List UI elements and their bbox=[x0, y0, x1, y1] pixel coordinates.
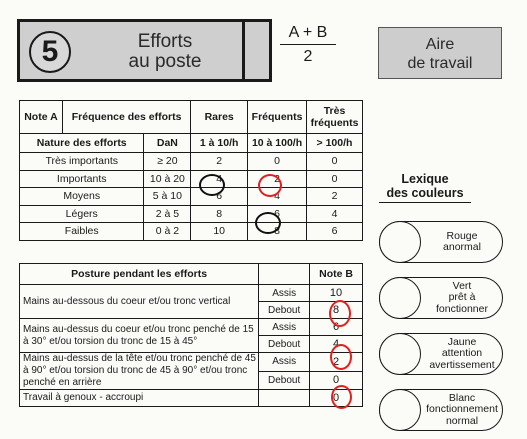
table-row bbox=[20, 188, 363, 206]
color-swatch-circle bbox=[379, 221, 421, 263]
effort-nature-cell: Importants bbox=[20, 170, 144, 188]
effort-value-cell: 0 bbox=[307, 153, 363, 171]
rares-header: Rares bbox=[191, 101, 248, 134]
legend-title-line2: des couleurs bbox=[386, 186, 464, 200]
table-row bbox=[20, 285, 363, 302]
color-swatch-circle bbox=[379, 277, 421, 319]
effort-value-cell: 6 bbox=[191, 188, 248, 206]
rares-rate-header: 1 à 10/h bbox=[191, 134, 248, 153]
score-formula bbox=[280, 24, 336, 66]
frequents-header: Fréquents bbox=[248, 101, 307, 134]
note-b-value: 10 bbox=[310, 285, 363, 302]
effort-nature-cell: Très importants bbox=[20, 153, 144, 171]
posture-description: Mains au-dessus du coeur et/ou tronc penché de 15 à 30° et/ou torsion du tronc de 15 à 45° bbox=[20, 319, 259, 353]
assis-label: Assis bbox=[259, 285, 310, 302]
effort-value-cell: 8 bbox=[191, 205, 248, 223]
assis-label: Assis bbox=[259, 319, 310, 336]
aire-line1: Aire bbox=[425, 36, 455, 53]
legend-item-rouge bbox=[379, 221, 503, 263]
table-row bbox=[20, 153, 363, 171]
effort-dan-cell: 2 à 5 bbox=[144, 205, 191, 223]
effort-dan-cell: ≥ 20 bbox=[144, 153, 191, 171]
table-row bbox=[20, 205, 363, 223]
effort-dan-cell: 0 à 2 bbox=[144, 223, 191, 241]
legend-item-text bbox=[424, 334, 500, 374]
legend-item-vert bbox=[379, 277, 503, 319]
tres-frequents-header: Très fréquents bbox=[307, 101, 363, 134]
effort-frequency-table bbox=[19, 100, 363, 241]
legend-line: avertissement bbox=[429, 358, 495, 371]
effort-value-cell: 8 bbox=[248, 223, 307, 241]
aire-de-travail-box bbox=[378, 27, 502, 79]
effort-value-cell: 4 bbox=[191, 170, 248, 188]
table-row bbox=[20, 353, 363, 372]
effort-value-cell: 4 bbox=[248, 188, 307, 206]
legend-title bbox=[379, 172, 471, 203]
frequence-header: Fréquence des efforts bbox=[62, 101, 190, 134]
formula-numerator: A + B bbox=[280, 24, 336, 45]
dan-header: DaN bbox=[144, 134, 191, 153]
effort-dan-cell: 10 à 20 bbox=[144, 170, 191, 188]
aire-line2: de travail bbox=[407, 55, 473, 72]
legend-line: fonctionnement bbox=[426, 403, 498, 416]
section-title-line2: au poste bbox=[128, 51, 202, 72]
legend-line: Blanc bbox=[448, 391, 476, 404]
posture-description: Mains au-dessus de la tête et/ou tronc penché de 45 à 90° et/ou torsion du tronc de 45 à 90° et/ou tronc penché en arrière bbox=[20, 353, 259, 390]
posture-description: Mains au-dessous du coeur et/ou tronc vertical bbox=[20, 285, 259, 319]
color-swatch-circle bbox=[379, 389, 421, 431]
header-divider bbox=[242, 22, 245, 79]
legend-line: prêt à bbox=[448, 291, 476, 304]
effort-value-cell: 4 bbox=[307, 205, 363, 223]
effort-value-cell: 10 bbox=[191, 223, 248, 241]
legend-line: Rouge bbox=[446, 229, 478, 242]
legend-item-text bbox=[424, 222, 500, 262]
legend-title-line1: Lexique bbox=[401, 172, 449, 186]
legend-item-text bbox=[424, 390, 500, 430]
assis-label: Assis bbox=[259, 353, 310, 372]
effort-value-cell: 0 bbox=[248, 153, 307, 171]
note-b-value: 4 bbox=[310, 336, 363, 353]
note-b-value: 0 bbox=[310, 371, 363, 390]
legend-item-text bbox=[424, 278, 500, 318]
effort-dan-cell: 5 à 10 bbox=[144, 188, 191, 206]
debout-label: Debout bbox=[259, 302, 310, 319]
posture-blank-header bbox=[259, 264, 310, 285]
debout-label: Debout bbox=[259, 336, 310, 353]
table-row bbox=[20, 223, 363, 241]
legend-item-jaune bbox=[379, 333, 503, 375]
table-row bbox=[20, 170, 363, 188]
effort-value-cell: 2 bbox=[191, 153, 248, 171]
effort-value-cell: 2 bbox=[307, 188, 363, 206]
note-b-value: 6 bbox=[310, 319, 363, 336]
effort-value-cell: 0 bbox=[307, 170, 363, 188]
effort-nature-cell: Moyens bbox=[20, 188, 144, 206]
posture-header: Posture pendant les efforts bbox=[20, 264, 259, 285]
legend-line: anormal bbox=[443, 241, 481, 253]
posture-table bbox=[19, 263, 363, 407]
posture-blank-cell bbox=[259, 390, 310, 407]
table-row bbox=[20, 390, 363, 407]
effort-nature-cell: Légers bbox=[20, 205, 144, 223]
legend-line: normal bbox=[445, 414, 479, 427]
note-b-header: Note B bbox=[310, 264, 363, 285]
nature-header: Nature des efforts bbox=[20, 134, 144, 153]
note-b-value: 8 bbox=[310, 302, 363, 319]
tres-frequents-rate-header: > 100/h bbox=[307, 134, 363, 153]
legend-line: attention bbox=[441, 347, 483, 360]
section-title-line1: Efforts bbox=[137, 31, 193, 52]
effort-nature-cell: Faibles bbox=[20, 223, 144, 241]
debout-label: Debout bbox=[259, 371, 310, 390]
legend-line: Jaune bbox=[447, 335, 477, 348]
note-b-value: 0 bbox=[310, 390, 363, 407]
legend-line: fonctionner bbox=[436, 302, 488, 315]
color-swatch-circle bbox=[379, 333, 421, 375]
effort-value-cell: 6 bbox=[307, 223, 363, 241]
effort-value-cell: 6 bbox=[248, 205, 307, 223]
formula-denominator: 2 bbox=[303, 48, 313, 65]
section-header bbox=[17, 19, 272, 82]
legend-item-blanc bbox=[379, 389, 503, 431]
legend-line: Vert bbox=[452, 279, 472, 292]
section-number-badge: 5 bbox=[29, 31, 71, 73]
frequents-rate-header: 10 à 100/h bbox=[248, 134, 307, 153]
note-a-header: Note A bbox=[20, 101, 63, 134]
note-b-value: 2 bbox=[310, 353, 363, 372]
effort-value-cell: 2 bbox=[248, 170, 307, 188]
section-title bbox=[90, 32, 240, 72]
table-row bbox=[20, 319, 363, 336]
posture-description: Travail à genoux - accroupi bbox=[20, 390, 259, 407]
